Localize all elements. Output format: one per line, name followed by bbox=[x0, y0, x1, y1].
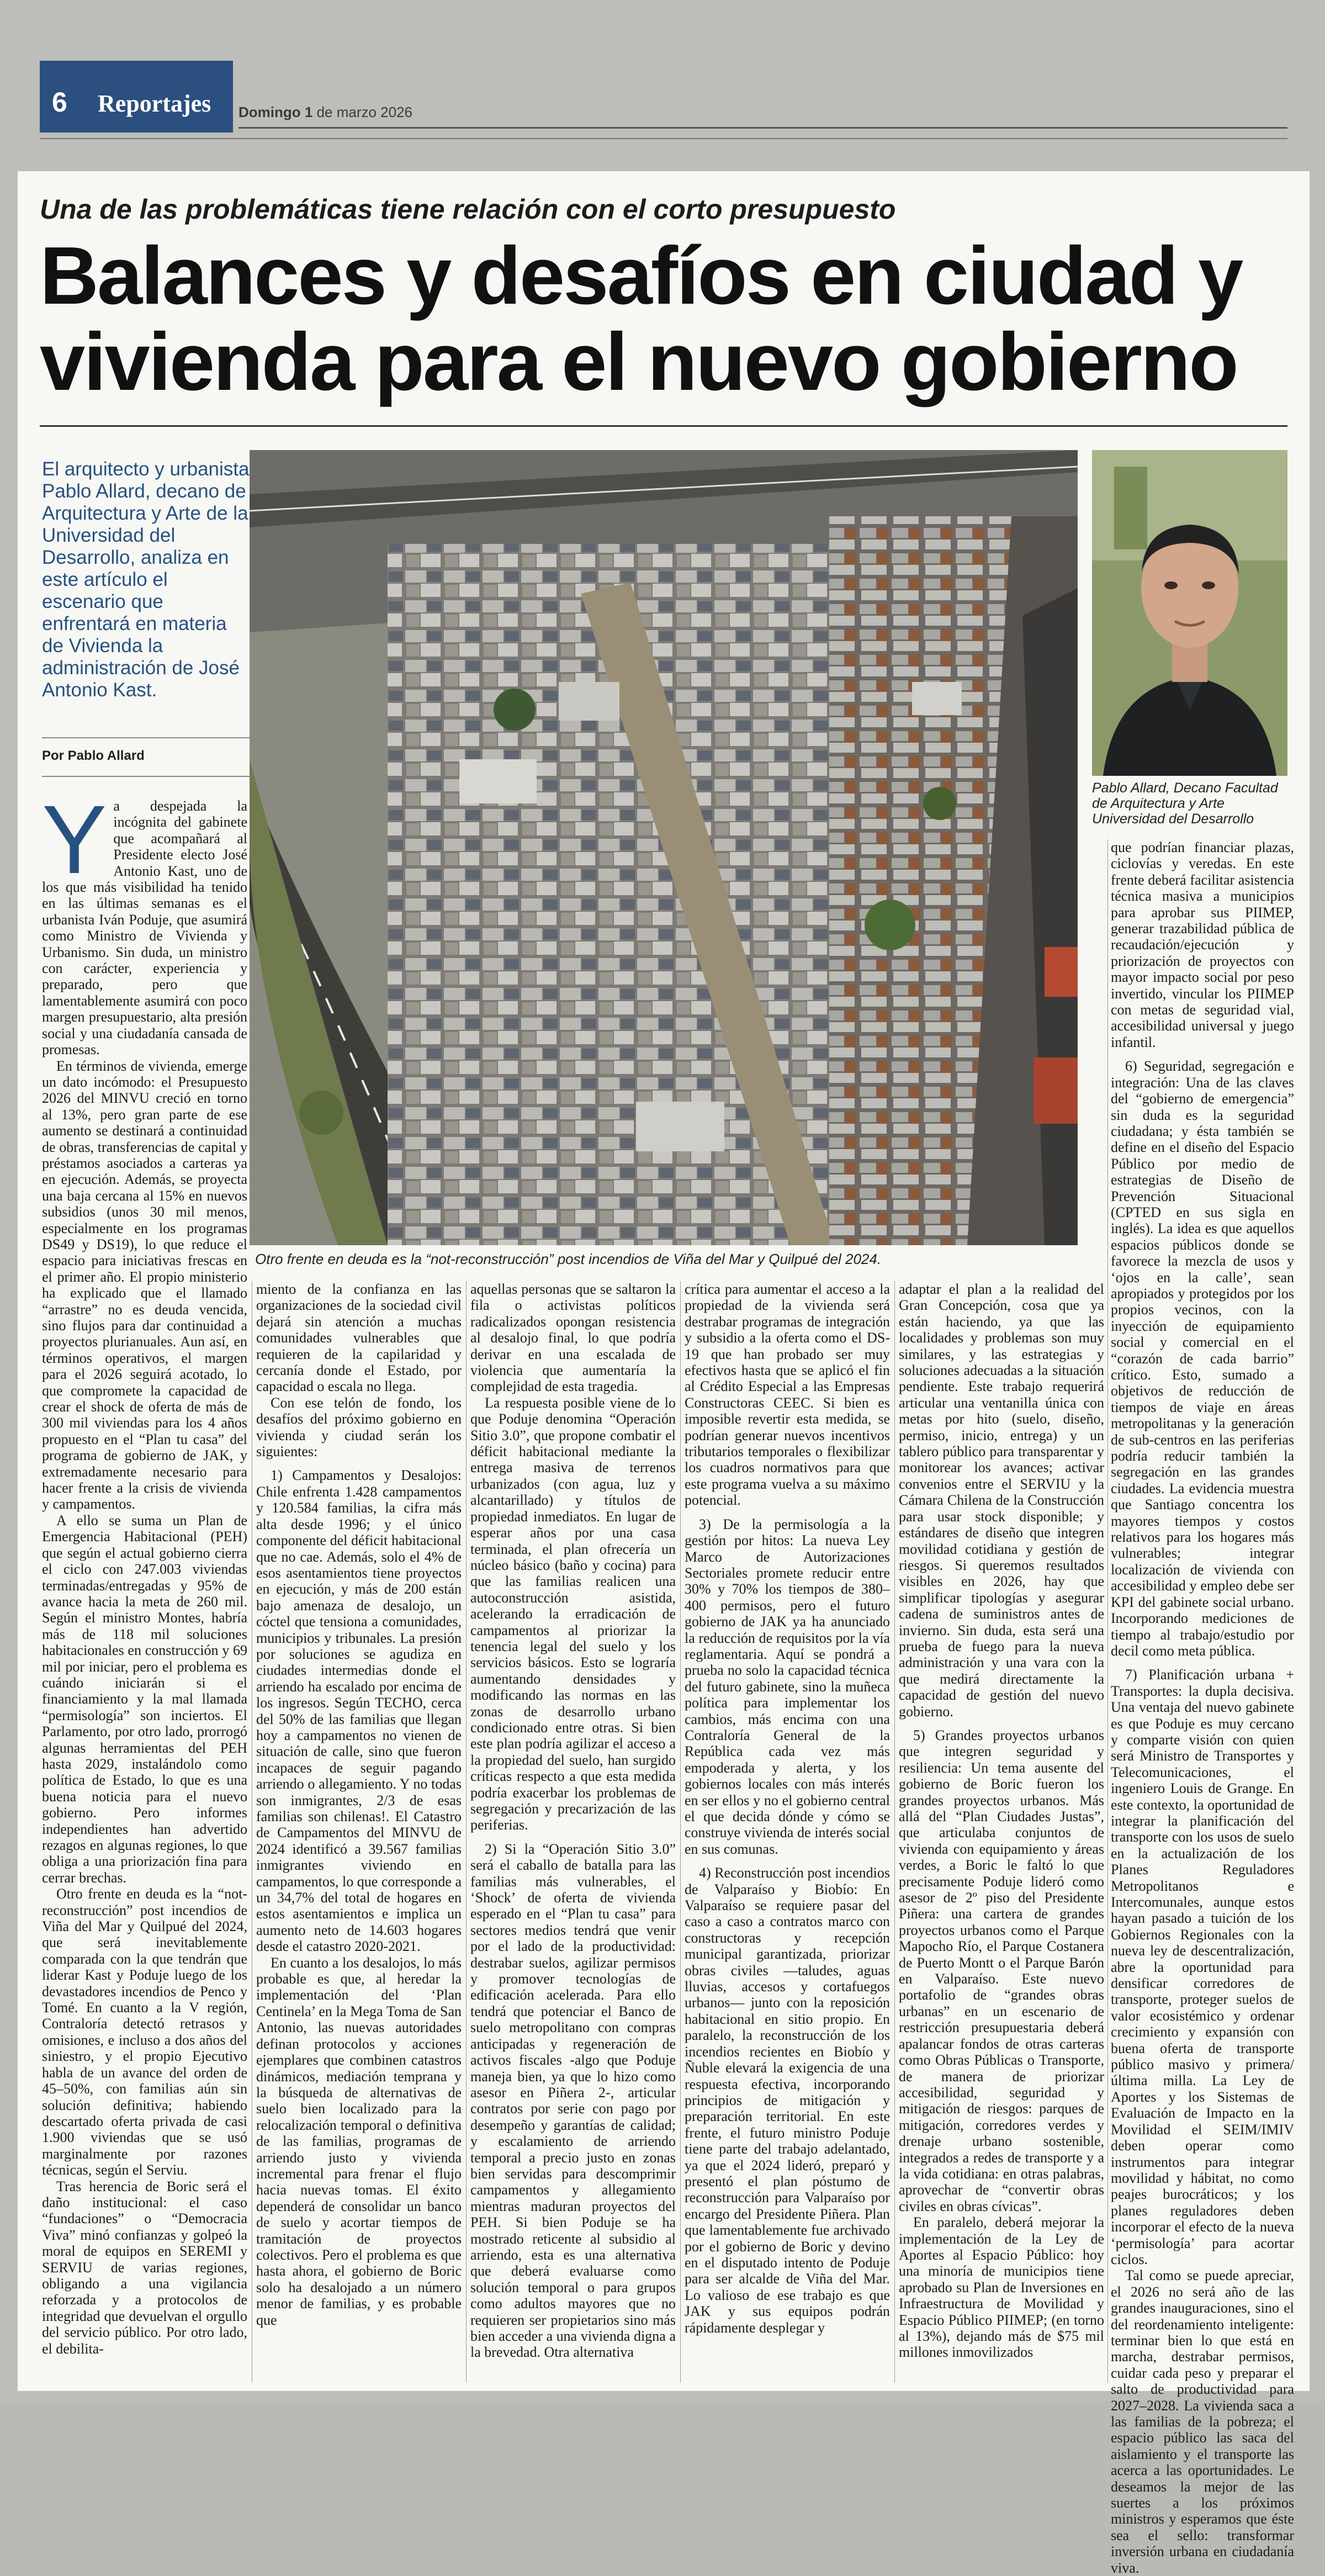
paragraph: Otro frente en deuda es la “not-reconstrucción” post incendios de Viña del Mar y Quilpué del 2024, que será inevitablemente comparada con la que tendrán que liderar Kast y Poduje luego de los devastadores incendios de Penco y Tomé. En cuanto a la V región, Contraloría detectó retrasos y omisiones, e incluso a dos años del siniestro, y el propio Ejecutivo habla de un avance del orden de 45–50%, con familias aún sin solución definitiva; habiendo descartado oferta privada de casi 1.900 viviendas que se usó marginalmente por razones técnicas, según el Serviu. bbox=[42, 1886, 247, 2178]
paragraph: En términos de vivienda, emerge un dato incómodo: el Presupuesto 2026 del MINVU creció en torno al 13%, pero gran parte de ese aumento se destinará a continuidad de obras, transferencias de capital y préstamos asociados a carteras ya en ejecución. Además, se proyecta una baja cercana al 15% en nuevos subsidios (unos 30 mil menos, especialmente en los programas DS49 y DS19), lo que reduce el espacio para iniciativas frescas en el primer año. El propio ministerio ha explicado que el llamado “arrastre” no es deuda vencida, sino flujos para dar continuidad a proyectos plurianuales. Aun así, en términos operativos, el margen para el 2026 seguirá acotado, lo que compromete la capacidad de crear el shock de oferta de más de 300 mil viviendas para los 4 años propuesto en el “Plan tu casa” del programa de gobierno de JAK, y extremadamente necesario para hacer frente a la crisis de vivienda y campamentos. bbox=[42, 1057, 247, 1512]
paragraph bbox=[42, 786, 247, 1058]
author-portrait bbox=[1092, 450, 1287, 776]
paragraph: 4) Reconstrucción post incendios de Valparaíso y Biobío: En Valparaíso se requiere pasar del caso a caso a contratos marco con constructoras y recepción municipal garantizada, priorizar obras civiles —taludes, aguas lluvias, accesos y cortafuegos urbanos— junto con la reposición habitacional en sitio propio. En paralelo, la reconstrucción de los incendios recientes en Biobío y Ñuble elevará la exigencia de una respuesta efectiva, incorporando principios de mitigación y preparación territorial. En este frente, el futuro ministro Poduje tiene parte del trabajo adelantado, ya que el 2024 lideró, preparó y presentó el plan póstumo de reconstrucción para Valparaíso por encargo del Presidente Piñera. Plan que lamentablemente fue archivado por el gobierno de Boric y devino en el disputado intento de Poduje para ser alcalde de Viña del Mar. Lo valioso de ese trabajo es que JAK y sus equipos podrán rápidamente desplegar y bbox=[685, 1865, 890, 2336]
text-column-4 bbox=[685, 1281, 890, 2383]
header-rule bbox=[239, 127, 1287, 129]
paragraph: Tras herencia de Boric será el daño institucional: el caso “fundaciones” o “Democracia Viva” minó confianzas y golpeó la moral de equipos en SEREMI y SERVIU de varias regiones, obligando a una vigilancia reforzada y a protocolos de integridad que devuelvan el orgullo del servicio público. Por otro lado, el debilita- bbox=[42, 2178, 247, 2357]
issue-date-day: Domingo 1 bbox=[239, 104, 313, 120]
paragraph: Tal como se puede apreciar, el 2026 no será año de las grandes inauguraciones, sino el del reordenamiento inteligente: terminar bien lo que está en marcha, destrabar permisos, cuidar cada peso y preparar el salto de productividad para 2027–2028. La vivienda saca a las familias de la pobreza; el espacio público las saca del aislamiento y el transporte las acerca a las oportunidades. Le deseamos la mejor de las suertes a los próximos ministros y esperamos que éste sea el sello: transformar inversión urbana en ciudadanía viva. bbox=[1111, 2267, 1294, 2576]
article-page bbox=[18, 171, 1310, 2576]
issue-date bbox=[239, 104, 412, 121]
text-column-1 bbox=[42, 786, 247, 2383]
aerial-photo-graphic bbox=[250, 450, 1078, 1245]
text-column-5 bbox=[899, 1281, 1104, 2383]
paragraph: A ello se suma un Plan de Emergencia Habitacional (PEH) que según el actual gobierno cierra el ciclo con 247.003 viviendas terminadas/entregadas y 95% de avance hacia la meta de 260 mil. Según el ministro Montes, habría más de 118 mil soluciones habitacionales en construcción y 69 mil por iniciar, pero el problema es cuándo iniciarán si el financiamiento y la mal llamada “permisología” son inciertos. El Parlamento, por otro lado, prorrogó algunas herramientas del PEH hasta 2029, instalándolo como política de Estado, lo que es una buena noticia para el nuevo gobierno. Pero informes independientes han advertido rezagos en algunas regiones, lo que obliga a una priorización fina para cerrar brechas. bbox=[42, 1512, 247, 1886]
portrait-caption: Pablo Allard, Decano Facultad de Arquitectura y Arte Universidad del Desarrollo bbox=[1092, 780, 1278, 827]
column-rule bbox=[466, 1281, 467, 2383]
paragraph: 7) Planificación urbana + Transportes: la dupla decisiva. Una ventaja del nuevo gabinete es que Poduje es muy cercano y comparte visión con quien será Ministro de Transportes y Telecomunicaciones, el ingeniero Louis de Grange. En este contexto, la oportunidad de integrar la planificación del transporte con los usos de suelo en la actualización de los Planes Reguladores Metropolitanos e Intercomunales, aunque estos hayan pasado a tuición de los Gobiernos Regionales con la nueva ley de descentralización, abre la oportunidad para densificar corredores de transporte, proteger suelos de valor ecosistémico y ordenar crecimiento y expansión con buena oferta de transporte público masivo y primera/última milla. La Ley de Aportes y los Sistemas de Evaluación de Impacto en la Movilidad el SEIM/IMIV deben operar como instrumentos para integrar movilidad y hábitat, no como peajes burocráticos; y los planes reguladores deben incorporar el efecto de la nueva ‘permisología’ para acortar ciclos. bbox=[1111, 1667, 1294, 2267]
headline-rule bbox=[40, 425, 1287, 427]
byline-rule bbox=[42, 776, 252, 777]
section-tab bbox=[40, 61, 233, 133]
paragraph: 3) De la permisología a la gestión por hitos: La nueva Ley Marco de Autorizaciones Sectoriales promete reducir entre 30% y 70% los tiempos de 380–400 permisos, pero el futuro gobierno de JAK ya ha anunciado la reducción de requisitos por la vía reglamentaria. Aquí se pondrá a prueba no solo la capacidad técnica del futuro gabinete, sino la muñeca política para implementar los cambios, más encima con una Contraloría General de la República cada vez más empoderada y alerta, y los gobiernos locales con más interés en ser ellos y no el gobierno central el que decida dónde y cómo se construye vivienda de interés social en sus comunas. bbox=[685, 1516, 890, 1857]
section-name: Reportajes bbox=[98, 90, 211, 117]
paragraph: 2) Si la “Operación Sitio 3.0” será el caballo de batalla para las familias más vulnerables, el ‘Shock’ de oferta de vivienda esperado en el “Plan tu casa” para sectores medios tendrá que venir por el lado de la productividad: destrabar suelos, agilizar permisos y promover tecnologías de edificación acelerada. Para ello tendrá que potenciar el Banco de suelo metropolitano con compras anticipadas y regeneración de activos fiscales -algo que Poduje maneja bien, ya que lo hizo como asesor en Piñera 2-, articular contratos por serie con pago por desempeño y garantías de calidad; y escalamiento de arriendo temporal a precio justo en zonas bien servidas para descomprimir campamentos y allegamiento mientras maduran proyectos del PEH. Si bien Poduje se ha mostrado reticente al subsidio al arriendo, esta es una alternativa que deberá evaluarse como solución temporal o para grupos como adultos mayores que no requieren ser propietarios sino más bien acceder a una vivienda digna a la brevedad. Otra alternativa bbox=[470, 1840, 676, 2361]
paragraph: crítica para aumentar el acceso a la propiedad de la vivienda será destrabar programas de integración y subsidio a la oferta como el DS-19 que han probado ser muy efectivos hasta que se aplicó el fin al Crédito Especial a las Empresas Constructoras CEEC. Si bien es imposible revertir esta medida, se podrían generar nuevos incentivos tributarios temporales o flexibilizar los cuadros normativos para que este programa vuelva a su máximo potencial. bbox=[685, 1281, 890, 1509]
paragraph-text: a despejada la incógnita del gabinete que acompañará al Presidente electo José Antonio Kast, uno de los que más visibilidad ha tenido en las últimas semanas es el urbanista Iván Poduje, que asumirá como Ministro de Vivienda y Urbanismo. Sin duda, un ministro con carácter, experiencia y preparado, pero que lamentablemente asumirá con poco margen presupuestario, alta presión social y una ciudadanía cansada de promesas. bbox=[42, 798, 247, 1058]
article-lede: El arquitecto y urbanista Pablo Allard, decano de Arquitectura y Arte de la Universidad del Desarrollo, analiza en este artículo el escenario que enfrentará en materia de Vivienda la administración de José Antonio Kast. bbox=[42, 458, 250, 701]
issue-date-rest: de marzo 2026 bbox=[312, 104, 413, 120]
drop-cap: Y bbox=[42, 786, 107, 894]
photo-caption: Otro frente en deuda es la “not-reconstrucción” post incendios de Viña del Mar y Quilpué del 2024. bbox=[255, 1251, 882, 1267]
author-portrait-graphic bbox=[1092, 450, 1287, 776]
text-column-2 bbox=[256, 1281, 462, 2383]
paragraph: 5) Grandes proyectos urbanos que integren seguridad y resiliencia: Un tema ausente del gobierno de Boric fueron los grandes proyectos urbanos. Más allá del “Plan Ciudades Justas”, que articulaba conjuntos de vivienda con equipamiento y áreas verdes, a Boric le faltó lo que precisamente Poduje lideró como asesor de 2º piso del Presidente Piñera: una cartera de grandes proyectos urbanos como el Parque Mapocho Río, el Parque Costanera de Puerto Montt o el Parque Barón en Valparaíso. Este nuevo portafolio de “grandes obras urbanas” en un escenario de restricción presupuestaria deberá apalancar fondos de otras carteras como Obras Públicas o Transporte, de manera de priorizar accesibilidad, seguridad y mitigación de riesgos: parques de mitigación, corredores verdes y drenaje urbano sostenible, integrados a redes de transporte y a la vida cotidiana: en otras palabras, aprovechar de “convertir obras civiles en obras cívicas”. bbox=[899, 1727, 1104, 2214]
text-column-6 bbox=[1111, 839, 1294, 2576]
column-rule bbox=[1107, 839, 1108, 2383]
column-rule bbox=[894, 1281, 895, 2383]
paragraph: La respuesta posible viene de lo que Poduje denomina “Operación Sitio 3.0”, que propone combatir el déficit habitacional mediante la entrega masiva de terrenos urbanizados (con agua, luz y alcantarillado) y títulos de propiedad inmediatos. En lugar de esperar años por una casa terminada, el plan ofrecería un núcleo básico (baño y cocina) para que las familias realicen una autoconstrucción asistida, acelerando la erradicación de campamentos al priorizar la tenencia legal del suelo y los servicios básicos. Esto se lograría aumentando densidades y modificando las normas en las zonas de desarrollo urbano condicionado entre otras. Si bien este plan podría agilizar el acceso a la propiedad del suelo, han surgido críticas respecto a que esta medida podría exacerbar los problemas de segregación y precarización de las periferias. bbox=[470, 1394, 676, 1833]
paragraph: Con ese telón de fondo, los desafíos del próximo gobierno en vivienda y ciudad serán los siguientes: bbox=[256, 1394, 462, 1460]
byline: Por Pablo Allard bbox=[42, 748, 145, 763]
page-header bbox=[40, 61, 1287, 144]
paragraph: que podrían financiar plazas, ciclovías y veredas. En este frente deberá facilitar asistencia técnica masiva a municipios para aprobar sus PIIMEP, generar trazabilidad pública de recaudación/ejecución y priorización de proyectos con mayor impacto social por peso invertido, vincular los PIIMEP con metas de seguridad vial, accesibilidad universal y juego infantil. bbox=[1111, 839, 1294, 1050]
text-column-3 bbox=[470, 1281, 676, 2383]
page-number: 6 bbox=[52, 87, 67, 118]
paragraph: adaptar el plan a la realidad del Gran Concepción, cosa que ya están haciendo, ya que las localidades y problemas son muy similares, y las estrategias y soluciones adecuadas a la situación pendiente. Este trabajo requerirá articular una ventanilla única con metas por hito (suelo, diseño, permiso, inicio, entrega) y un tablero público para transparentar y monitorear los avances; activar convenios entre el SERVIU y la Cámara Chilena de la Construcción para usar stock disponible; y estándares de diseño que integren movilidad cotidiana y gestión de riesgos. Si queremos resultados visibles en 2026, hay que simplificar tipologías y asegurar cadena de suministros antes de invierno. Sin duda, esta será una prueba de fuego para la nueva administración y una vara con la que medirá directamente la capacidad de gestión del nuevo gobierno. bbox=[899, 1281, 1104, 1720]
paragraph: miento de la confianza en las organizaciones de la sociedad civil dejará sin atención a muchas comunidades vulnerables que requieren de la capilaridad y cercanía donde el Estado, por capacidad o escala no llega. bbox=[256, 1281, 462, 1395]
paragraph: 1) Campamentos y Desalojos: Chile enfrenta 1.428 campamentos y 120.584 familias, la cifra más alta desde 1996; y el único componente del déficit habitacional que no cae. Además, solo el 4% de esos asentamientos tiene proyectos en ejecución, y más de 200 están bajo amenaza de desalojo, un cóctel que tensiona a comunidades, municipios y tribunales. La presión por soluciones se agudiza en ciudades intermedias donde el arriendo ha escalado por encima de los ingresos. Según TECHO, cerca del 50% de las familias que llegan hoy a campamentos no vienen de situación de calle, sino que fueron incapaces de seguir pagando arriendo o allegamiento. Y no todas son inmigrantes, 2/3 de esas familias son chilenas!. El Catastro de Campamentos del MINVU de 2024 identificó a 39.567 familias inmigrantes viviendo en campamentos, lo que corresponde a un 34,7% del total de hogares en estos asentamientos e implica un aumento neto de 14.603 hogares desde el catastro 2020-2021. bbox=[256, 1467, 462, 1955]
header-rule bbox=[40, 138, 1287, 139]
aerial-photo bbox=[250, 450, 1078, 1245]
paragraph: En paralelo, deberá mejorar la implementación de la Ley de Aportes al Espacio Público: hoy una minoría de municipios tiene aprobado su Plan de Inversiones en Infraestructura de Movilidad y Espacio Público PIIMEP; (en torno al 13%), dejando más de $75 mil millones inmovilizados bbox=[899, 2214, 1104, 2361]
article-kicker: Una de las problemáticas tiene relación con el corto presupuesto bbox=[40, 194, 896, 225]
paragraph: 6) Seguridad, segregación e integración: Una de las claves del “gobierno de emergencia” sin duda es la seguridad ciudadana; y ésta también se define en el diseño del Espacio Público por medio de estrategias de Diseño de Prevención Situacional (CPTED en sus sigla en inglés). La idea es que aquellos espacios públicos donde se favorece la mezcla de usos y ‘ojos en la calle’, sean apropiados y protegidos por los propios vecinos, con la inyección de equipamiento social y comercial en el “corazón de cada barrio” crítico. Esto, sumado a objetivos de reducción de tiempos de viaje en áreas metropolitanas y la generación de sub-centros en las periferias podría reducir también la segregación en las grandes ciudades. La evidencia muestra que Santiago concentra los mayores tiempos y costos relativos para los hogares más vulnerables; integrar localización de vivienda con accesibilidad y empleo debe ser KPI del gabinete social urbano. Incorporando mediciones de tiempo al trabajo/estudio por decil como meta pública. bbox=[1111, 1058, 1294, 1659]
paragraph: En cuanto a los desalojos, lo más probable es que, al heredar la implementación del ‘Plan Centinela’ en la Mega Toma de San Antonio, las nuevas autoridades definan protocolos y acciones ejemplares que combinen catastros dinámicos, mediación temprana y la búsqueda de alternativas de suelo bien localizado para la relocalización temporal o definitiva de las familias, programas de arriendo justo y vivienda incremental para frenar el flujo hacia nuevas tomas. El éxito dependerá de consolidar un banco de suelo y acortar tiempos de tramitación de proyectos colectivos. Pero el problema es que hasta ahora, el gobierno de Boric solo ha desalojado a un número menor de familias, y es probable que bbox=[256, 1954, 462, 2328]
article-headline: Balances y desafíos en ciudad y vivienda para el nuevo gobierno bbox=[40, 230, 1242, 408]
column-rule bbox=[680, 1281, 681, 2383]
lede-rule bbox=[42, 737, 252, 738]
paragraph: aquellas personas que se saltaron la fila o activistas políticos radicalizados opongan resistencia al desalojo final, lo que podría derivar en una escalada de violencia que aumentaría la complejidad de esta tragedia. bbox=[470, 1281, 676, 1395]
